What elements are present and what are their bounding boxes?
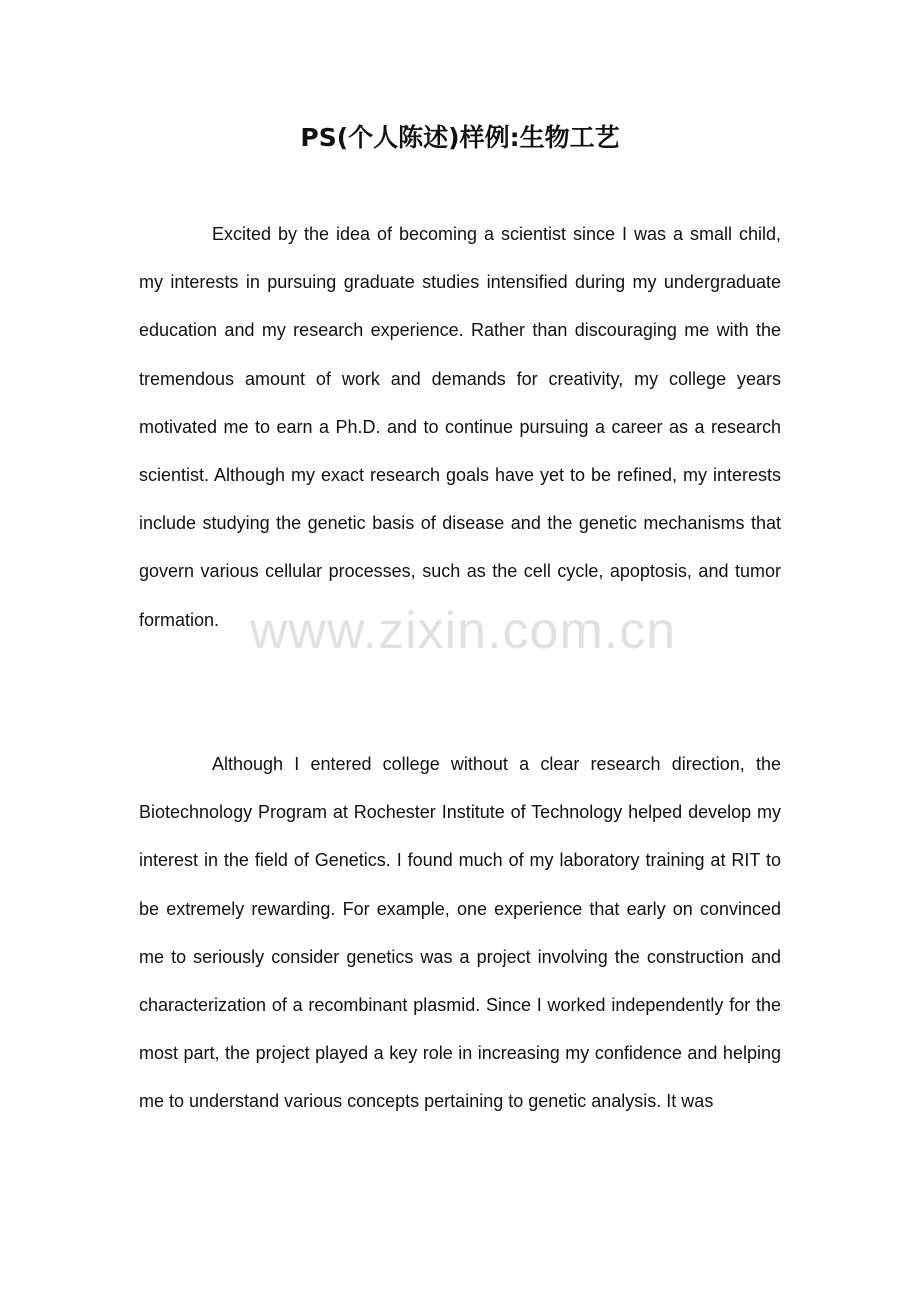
paragraph-1: Excited by the idea of becoming a scientist since I was a small child, my interests in pursuing graduate studies intensified during my undergraduate education and my research experience. Rather than discouraging me with the tremendous amount of work and demands for creativity, my college years motivated me to earn a Ph.D. and to continue pursuing a career as a research scientist. Although my exact research goals have yet to be refined, my interests include studying the genetic basis of disease and the genetic mechanisms that govern various cellular processes, such as the cell cycle, apoptosis, and tumor formation. [139, 224, 781, 630]
page-title: PS(个人陈述)样例:生物工艺 [300, 123, 620, 152]
watermark: www.zixin.com.cn [249, 602, 677, 660]
paragraph-2: Although I entered college without a clear research direction, the Biotechnology Program at Rochester Institute of Technology helped develop my interest in the field of Genetics. I found much of my laboratory training at RIT to be extremely rewarding. For example, one experience that early on convinced me to seriously consider genetics was a project involving the construction and characterization of a recombinant plasmid. Since I worked independently for the most part, the project played a key role in increasing my confidence and helping me to understand various concepts pertaining to genetic analysis. It was [139, 754, 781, 1112]
